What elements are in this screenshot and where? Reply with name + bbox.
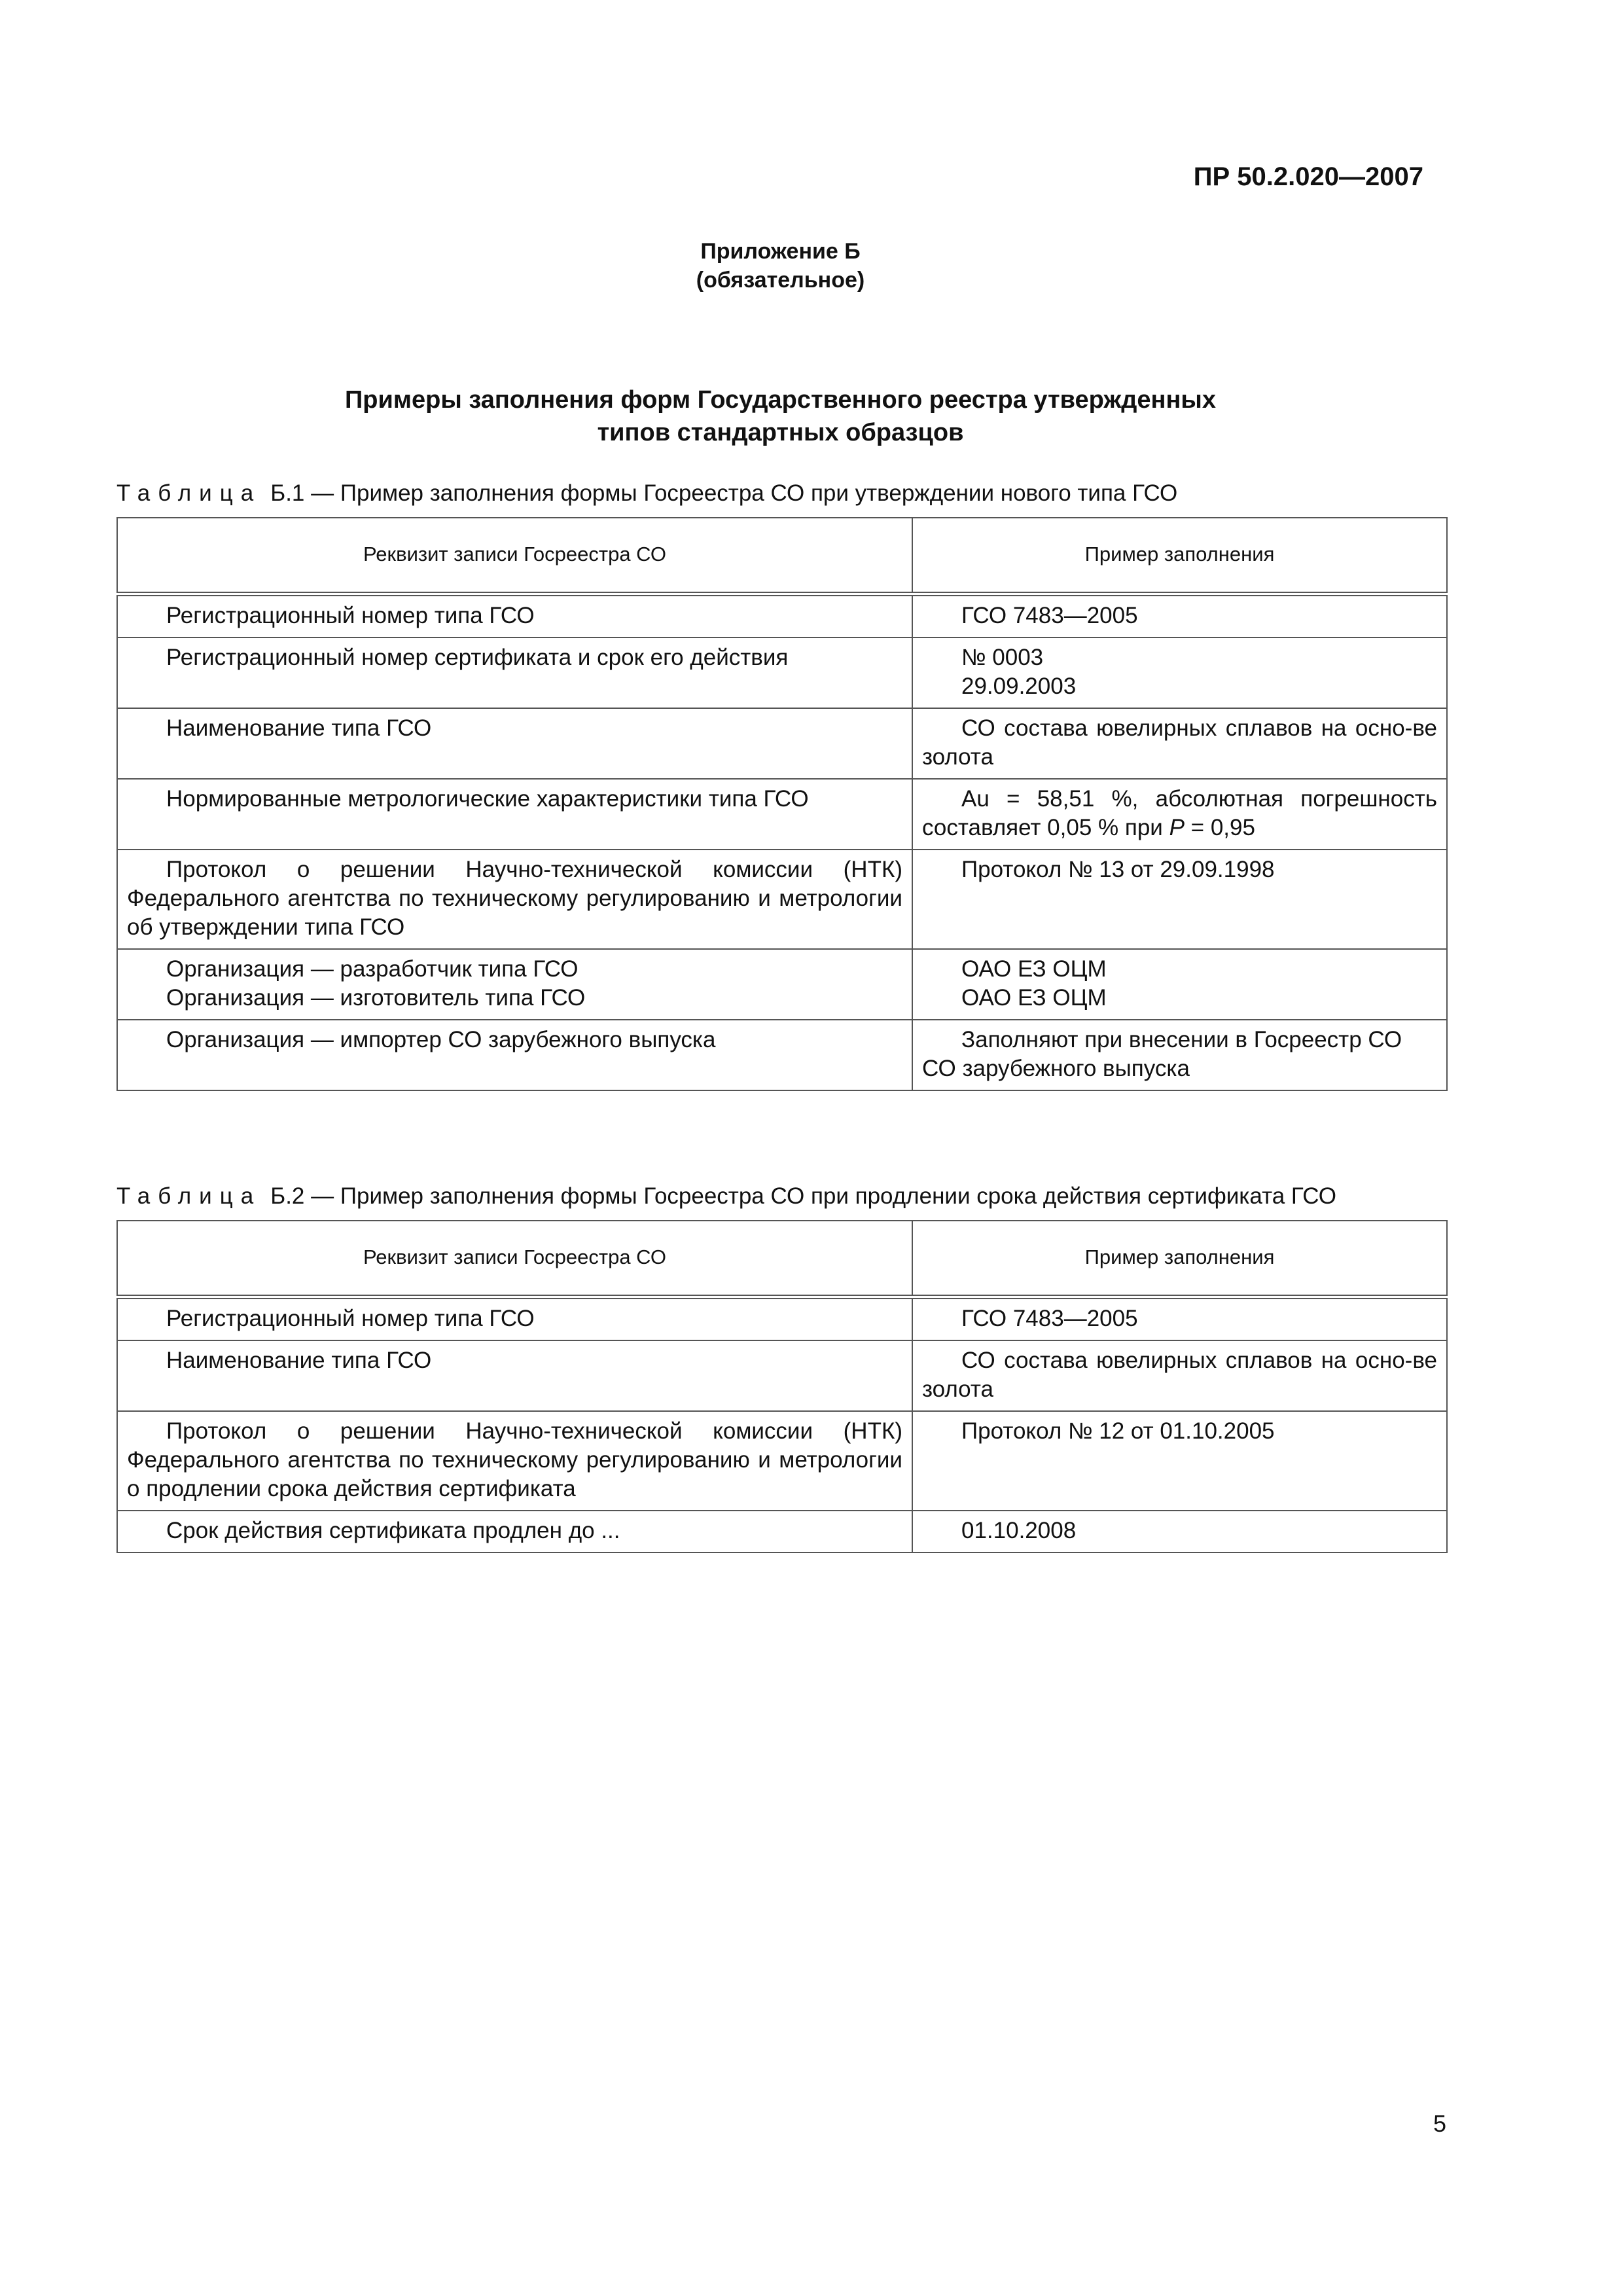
requisite-cell: Организация — импортер СО зарубежного выпуска	[117, 1020, 912, 1090]
table-row	[117, 594, 1447, 637]
example-cell: СО состава ювелирных сплавов на осно-ве золота	[912, 708, 1447, 779]
example-cell: Протокол № 12 от 01.10.2005	[912, 1411, 1447, 1511]
page-number: 5	[1433, 2110, 1446, 2137]
probability-value: = 0,95	[1184, 814, 1255, 840]
example-cell	[912, 949, 1447, 1020]
table-row	[117, 1297, 1447, 1340]
manufacturer-value: ОАО ЕЗ ОЦМ	[961, 984, 1107, 1011]
example-cell: ГСО 7483—2005	[912, 594, 1447, 637]
column-header-example: Пример заполнения	[912, 518, 1447, 594]
table-row	[117, 1340, 1447, 1411]
table-1-caption-word: Таблица	[116, 480, 262, 506]
requisite-cell: Срок действия сертификата продлен до ...	[117, 1511, 912, 1552]
requisite-cell: Регистрационный номер сертификата и срок его действия	[117, 637, 912, 708]
table-2	[116, 1220, 1448, 1553]
table-row	[117, 1411, 1447, 1511]
example-cell	[912, 779, 1447, 850]
requisite-cell	[117, 949, 912, 1020]
column-header-example: Пример заполнения	[912, 1221, 1447, 1297]
table-row	[117, 949, 1447, 1020]
certificate-date: 29.09.2003	[961, 673, 1077, 699]
certificate-number: № 0003	[961, 644, 1044, 670]
requisite-cell: Наименование типа ГСО	[117, 1340, 912, 1411]
document-code: ПР 50.2.020—2007	[1193, 162, 1423, 191]
developer-label: Организация — разработчик типа ГСО	[166, 956, 579, 982]
column-header-requisite: Реквизит записи Госреестра СО	[117, 1221, 912, 1297]
table-1	[116, 517, 1448, 1091]
page-title-line-1: Примеры заполнения форм Государственного реестра утвержденных	[344, 386, 1217, 414]
example-cell: Протокол № 13 от 29.09.1998	[912, 850, 1447, 949]
table-1-caption	[116, 480, 1177, 507]
requisite-cell: Регистрационный номер типа ГСО	[117, 1297, 912, 1340]
appendix-heading	[0, 237, 1561, 295]
manufacturer-label: Организация — изготовитель типа ГСО	[166, 984, 586, 1011]
metrology-text: Au = 58,51 %, абсолютная погрешность составляет 0,05 % при	[922, 785, 1437, 840]
table-header-row	[117, 1221, 1447, 1297]
probability-symbol: P	[1169, 814, 1185, 840]
table-row	[117, 1511, 1447, 1552]
requisite-cell: Протокол о решении Научно-технической комиссии (НТК) Федерального агентства по техническому регулированию и метрологии о продлении срока действия сертификата	[117, 1411, 912, 1511]
table-1-caption-text: Б.1 — Пример заполнения формы Госреестра СО при утверждении нового типа ГСО	[270, 480, 1178, 506]
table-2-caption	[116, 1183, 1336, 1210]
requisite-cell: Нормированные метрологические характеристики типа ГСО	[117, 779, 912, 850]
example-cell: 01.10.2008	[912, 1511, 1447, 1552]
table-row	[117, 1020, 1447, 1090]
page-title	[0, 384, 1561, 449]
example-cell	[912, 637, 1447, 708]
table-2-caption-word: Таблица	[116, 1183, 262, 1209]
page-title-line-2: типов стандартных образцов	[597, 419, 964, 446]
table-row	[117, 637, 1447, 708]
appendix-status: (обязательное)	[696, 268, 865, 293]
column-header-requisite: Реквизит записи Госреестра СО	[117, 518, 912, 594]
requisite-cell: Регистрационный номер типа ГСО	[117, 594, 912, 637]
table-row	[117, 850, 1447, 949]
example-cell: ГСО 7483—2005	[912, 1297, 1447, 1340]
appendix-label: Приложение Б	[700, 239, 861, 264]
table-row	[117, 708, 1447, 779]
example-cell: Заполняют при внесении в Госреестр СО СО зарубежного выпуска	[912, 1020, 1447, 1090]
requisite-cell: Протокол о решении Научно-технической комиссии (НТК) Федерального агентства по техническому регулированию и метрологии об утверждении типа ГСО	[117, 850, 912, 949]
table-2-caption-text: Б.2 — Пример заполнения формы Госреестра СО при продлении срока действия сертификата ГСО	[270, 1183, 1337, 1209]
example-cell: СО состава ювелирных сплавов на осно-ве золота	[912, 1340, 1447, 1411]
table-row	[117, 779, 1447, 850]
requisite-cell: Наименование типа ГСО	[117, 708, 912, 779]
developer-value: ОАО ЕЗ ОЦМ	[961, 956, 1107, 982]
table-header-row	[117, 518, 1447, 594]
